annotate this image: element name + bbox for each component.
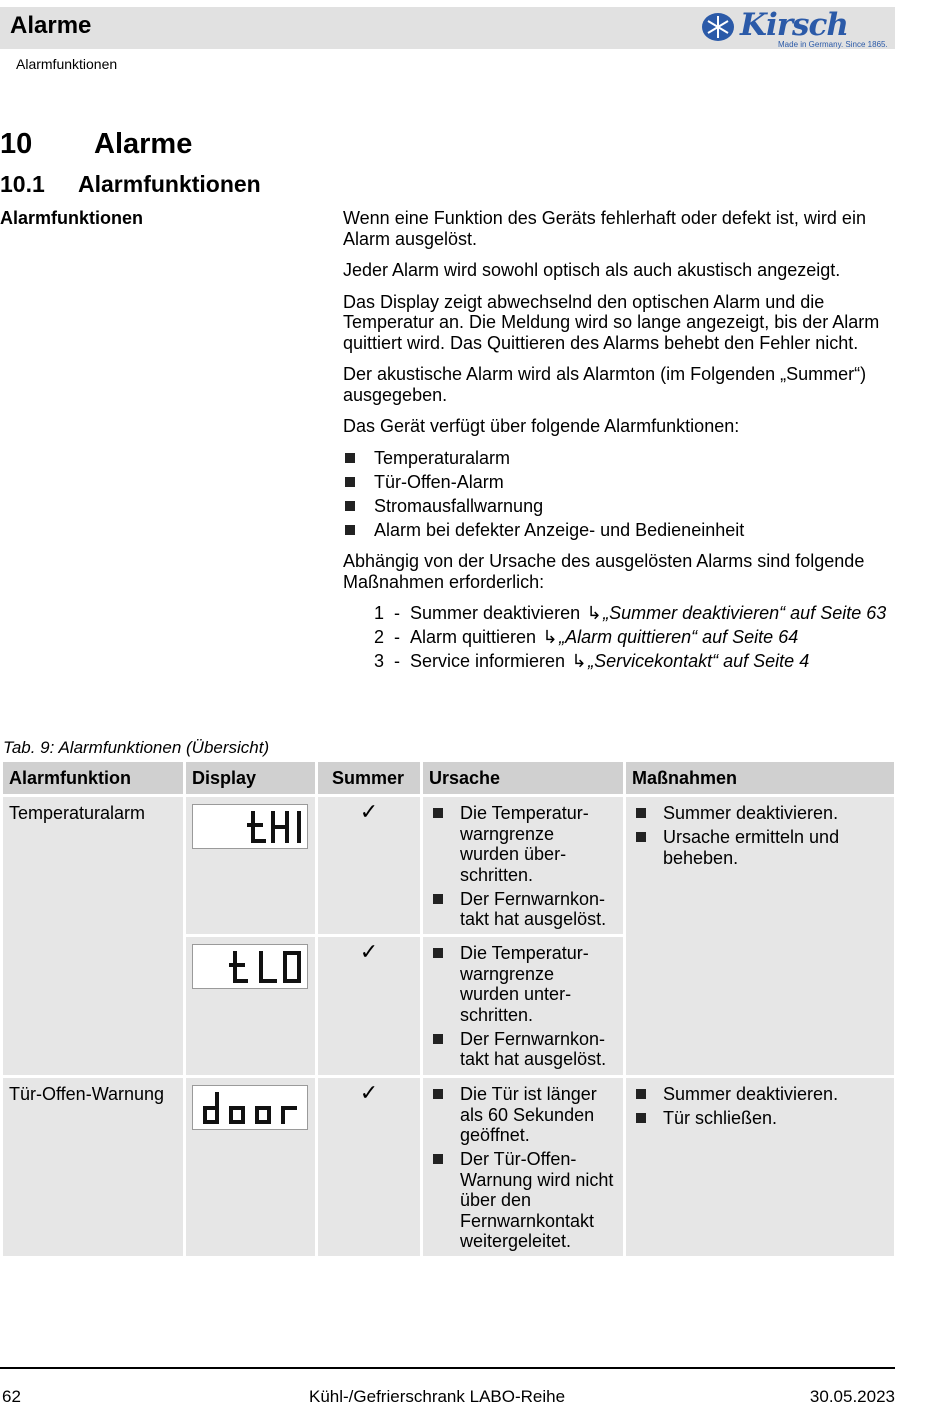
bullet-square-icon <box>433 1089 443 1099</box>
bullet-square-icon <box>433 1034 443 1044</box>
body-text <box>343 208 898 683</box>
cross-reference-arrow-icon: ↳ <box>571 651 587 671</box>
table-cell-display <box>186 797 315 934</box>
table-caption: Tab. 9: Alarmfunktionen (Übersicht) <box>3 738 270 757</box>
column-header: Maßnahmen <box>626 762 894 794</box>
cross-reference-arrow-icon: ↳ <box>542 627 558 647</box>
lcd-display <box>192 1085 308 1130</box>
table-cell-cause <box>423 797 623 934</box>
page-link[interactable]: „Servicekontakt“ auf Seite 4 <box>588 651 810 671</box>
lcd-display <box>192 944 308 989</box>
page-link[interactable]: „Summer deaktivieren“ auf Seite 63 <box>603 603 887 623</box>
list-item: Temperaturalarm <box>343 448 898 469</box>
logo-wordmark: Kirsch <box>740 7 848 43</box>
lcd-tHI-icon <box>193 805 308 849</box>
section-title: Alarmfunktionen <box>78 171 261 197</box>
bullet-square-icon <box>636 1113 646 1123</box>
chapter-heading <box>0 128 192 161</box>
table-cell-measures <box>626 797 894 1075</box>
list-item: Summer deaktivieren. <box>632 1084 888 1105</box>
column-header: Alarmfunktion <box>3 762 183 794</box>
step-item: 3 - Service informieren ↳„Servicekontakt“ auf Seite 4 <box>374 651 810 671</box>
page-link[interactable]: „Alarm quittieren“ auf Seite 64 <box>559 627 799 647</box>
list-item: Der Fernwarnkon-takt hat ausgelöst. <box>429 1029 617 1070</box>
chapter-number: 10 <box>0 128 33 160</box>
snowflake-icon <box>700 10 736 44</box>
bullet-square-icon <box>433 808 443 818</box>
list-item: Alarm bei defekter Anzeige- und Bedieneinheit <box>343 520 898 541</box>
lcd-tLO-icon <box>193 945 308 989</box>
bullet-square-icon <box>345 501 355 511</box>
section-heading <box>0 171 261 198</box>
paragraph: Das Display zeigt abwechselnd den optischen Alarm und die Temperatur an. Die Meldung wird so lange angezeigt, bis der Alarm quittiert wird. Das Quittieren des Alarms behebt den Fehler nicht. <box>343 291 880 353</box>
header-title: Alarme <box>10 12 92 39</box>
table-cell-measures <box>626 1078 894 1256</box>
table-cell-function: Temperaturalarm <box>3 797 183 1075</box>
table-cell-cause <box>423 1078 623 1256</box>
list-item: Der Fernwarnkon-takt hat ausgelöst. <box>429 889 617 930</box>
list-item: Tür schließen. <box>632 1108 888 1129</box>
footer-divider <box>0 1367 895 1369</box>
footer-date: 30.05.2023 <box>809 1387 895 1406</box>
list-item: Die Temperatur-warngrenze wurden unter-schritten. <box>429 943 617 1025</box>
column-header: Summer <box>318 762 420 794</box>
bullet-square-icon <box>433 948 443 958</box>
bullet-square-icon <box>636 832 646 842</box>
paragraph: Wenn eine Funktion des Geräts fehlerhaft oder defekt ist, wird ein Alarm ausgelöst. <box>343 208 866 249</box>
paragraph: Jeder Alarm wird sowohl optisch als auch akustisch angezeigt. <box>343 260 841 280</box>
column-header: Ursache <box>423 762 623 794</box>
table-cell-summer: ✓ <box>318 937 420 1075</box>
alarm-list <box>343 448 898 541</box>
chapter-title: Alarme <box>94 128 193 160</box>
side-label: Alarmfunktionen <box>0 208 144 228</box>
bullet-square-icon <box>345 477 355 487</box>
bullet-square-icon <box>433 894 443 904</box>
footer-product: Kühl-/Gefrierschrank LABO-Reihe <box>309 1387 566 1406</box>
logo-tagline: Made in Germany. Since 1865. <box>778 40 888 49</box>
bullet-square-icon <box>345 525 355 535</box>
lcd-door-icon <box>193 1086 308 1130</box>
lcd-display <box>192 804 308 849</box>
table-cell-function: Tür-Offen-Warnung <box>3 1078 183 1256</box>
section-number: 10.1 <box>0 171 45 197</box>
kirsch-logo <box>700 7 890 51</box>
table-cell-cause <box>423 937 623 1075</box>
page-number: 62 <box>2 1387 21 1406</box>
step-item: 2 - Alarm quittieren ↳„Alarm quittieren“ auf Seite 64 <box>374 627 799 647</box>
list-item: Ursache ermitteln und beheben. <box>632 827 888 868</box>
list-item: Stromausfallwarnung <box>343 496 898 517</box>
list-item: Summer deaktivieren. <box>632 803 888 824</box>
bullet-square-icon <box>636 808 646 818</box>
list-item: Der Tür-Offen-Warnung wird nicht über den Fernwarnkontakt weitergeleitet. <box>429 1149 617 1252</box>
paragraph: Abhängig von der Ursache des ausgelösten Alarms sind folgende Maßnahmen erforderlich: <box>343 551 865 592</box>
cross-reference-arrow-icon: ↳ <box>586 603 602 623</box>
list-item: Die Tür ist länger als 60 Sekunden geöffnet. <box>429 1084 617 1146</box>
table-cell-summer: ✓ <box>318 1078 420 1256</box>
bullet-square-icon <box>433 1154 443 1164</box>
list-item: Die Temperatur-warngrenze wurden über-schritten. <box>429 803 617 885</box>
bullet-square-icon <box>345 453 355 463</box>
bullet-square-icon <box>636 1089 646 1099</box>
table-cell-summer: ✓ <box>318 797 420 934</box>
column-header: Display <box>186 762 315 794</box>
list-item: Tür-Offen-Alarm <box>343 472 898 493</box>
paragraph: Das Gerät verfügt über folgende Alarmfunktionen: <box>343 416 740 436</box>
paragraph: Der akustische Alarm wird als Alarmton (im Folgenden „Summer“) ausgegeben. <box>343 364 867 405</box>
step-list <box>343 603 898 672</box>
header-subtitle: Alarmfunktionen <box>16 56 118 72</box>
step-item: 1 - Summer deaktivieren ↳„Summer deaktivieren“ auf Seite 63 <box>374 603 887 623</box>
table-cell-display <box>186 1078 315 1256</box>
table-cell-display <box>186 937 315 1075</box>
